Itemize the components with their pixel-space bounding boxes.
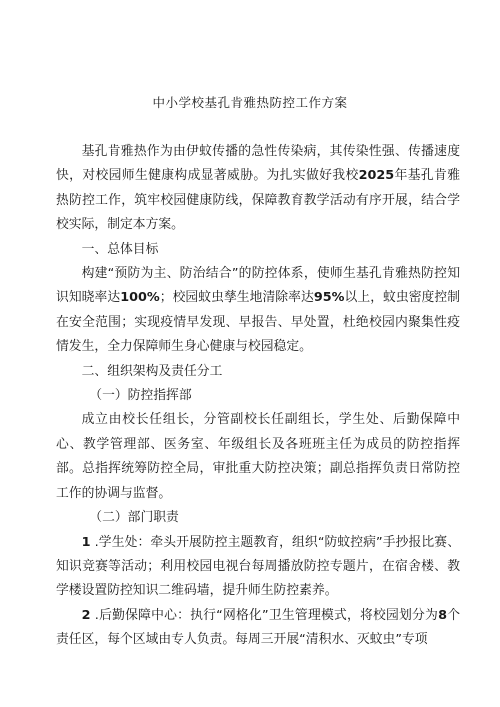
- intro-year: 2025: [358, 168, 395, 184]
- duty-item-1-number: 1: [81, 534, 91, 550]
- duty-item-2: [56, 604, 460, 653]
- section1-text-1: 构建“预防为主、防治结合”的防控体系，使师生基孔肯雅热防控知识知晓率达: [56, 266, 460, 306]
- subsection2-heading: （二）部门职责: [89, 510, 179, 526]
- duty-item-2-text-1: .后勤保障中心：执行“网格化”卫生管理模式，将校园划分为: [90, 607, 439, 623]
- section2-heading: 二、组织架构及责任分工: [81, 363, 223, 379]
- section1-paragraph: [56, 262, 460, 360]
- duty-item-2-number: 2: [81, 607, 91, 623]
- document-body: [56, 140, 460, 653]
- duty-item-1-text: .学生处：牵头开展防控主题教育，组织“防蚊控病”手抄报比赛、知识竞赛等活动；利用校园电视台每周播放防控专题片，在宿舍楼、教学楼设置防控知识二维码墙，提升师生防控素养。: [56, 534, 460, 599]
- duty-item-2-text-2: 个责任区，每个区域由专人负责。每周三开展“清积水、灭蚊虫”专项: [56, 607, 460, 648]
- document-title: 中小学校基孔肯雅热防控工作方案: [152, 95, 348, 110]
- duty-item-2-bold: 8: [438, 607, 447, 623]
- section1-text-2: ；校园蚊虫孳生地清除率达: [159, 290, 314, 306]
- intro-paragraph: [56, 140, 460, 238]
- section1-heading: 一、总体目标: [81, 241, 159, 257]
- section1-bold-2: 95%: [313, 290, 345, 306]
- section1-text-3: 以上，蚊虫密度控制在安全范围；实现疫情早发现、早报告、早处置，杜绝校园内聚集性疫情发生，全力保障师生身心健康与校园稳定。: [56, 290, 461, 355]
- section1-bold-1: 100%: [120, 290, 160, 306]
- duty-item-1: [56, 531, 460, 604]
- subsection1-heading: （一）防控指挥部: [89, 388, 192, 404]
- subsection1-paragraph: 成立由校长任组长，分管副校长任副组长，学生处、后勤保障中心、教学管理部、医务室、年级组长及各班班主任为成员的防控指挥部。总指挥统筹防控全局，审批重大防控决策；副总指挥负责日常防控工作的协调与监督。: [56, 412, 460, 501]
- intro-text-1: 基孔肯雅热作为由伊蚊传播的急性传染病，其传染性强、传播速度快，对校园师生健康构成显著威胁。为扎实做好我校: [56, 144, 460, 184]
- intro-text-2: 年基孔肯雅热防控工作，筑牢校园健康防线，保障教育教学活动有序开展，结合学校实际，制定本方案。: [56, 168, 460, 233]
